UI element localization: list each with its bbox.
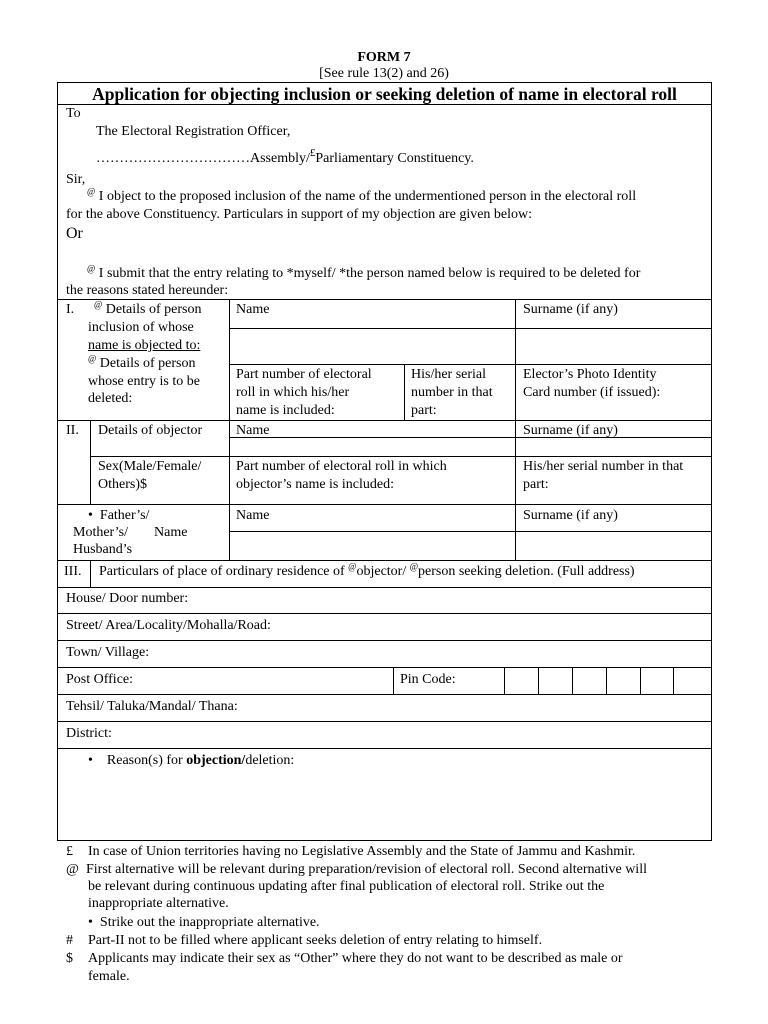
bullet-icon: • bbox=[88, 753, 107, 768]
footnote-at-symbol: @ bbox=[66, 862, 79, 877]
footnote-1: In case of Union territories having no Legislative Assembly and the State of Jammu and Kashmir. bbox=[88, 844, 636, 859]
section-1-label-2: inclusion of whose bbox=[88, 320, 194, 335]
s2-surname-field[interactable] bbox=[516, 438, 711, 455]
section-1-number: I. bbox=[66, 302, 75, 317]
pin-digit-box[interactable] bbox=[673, 668, 711, 695]
objection-line-1: @ I object to the proposed inclusion of the name of the undermentioned person in the electoral roll bbox=[87, 186, 637, 204]
rule-reference: [See rule 13(2) and 26) bbox=[319, 66, 449, 81]
reason-field[interactable] bbox=[60, 772, 710, 838]
pin-code-label: Pin Code: bbox=[400, 672, 456, 687]
footnote-pound-symbol: £ bbox=[66, 844, 73, 859]
section-3-number: III. bbox=[64, 564, 82, 579]
relative-label-3: Husband’s bbox=[73, 542, 133, 557]
section-2-label: Details of objector bbox=[98, 423, 203, 438]
section-3-label: Particulars of place of ordinary residence of @objector/ @person seeking deletion. (Full address) bbox=[99, 561, 635, 579]
s1-serial-label-1: His/her serial bbox=[411, 367, 487, 382]
relative-label-1: • Father’s/ bbox=[88, 508, 150, 523]
section-1-label-1: @ Details of person bbox=[94, 299, 202, 317]
district-label: District: bbox=[66, 726, 112, 741]
or-label: Or bbox=[66, 225, 83, 242]
to-label: To bbox=[66, 106, 81, 121]
constituency-line: ……………………………Assembly/£Parliamentary Constituency. bbox=[96, 147, 474, 166]
objection-line-2: for the above Constituency. Particulars in support of my objection are given below: bbox=[66, 207, 533, 222]
relative-surname-field[interactable] bbox=[516, 532, 711, 559]
bullet-icon: • bbox=[88, 915, 100, 930]
pin-digit-box[interactable] bbox=[640, 668, 674, 695]
section-1-label-5: whose entry is to be bbox=[88, 374, 200, 389]
relative-label-2: Mother’s/ bbox=[73, 525, 128, 540]
footnote-3: • Strike out the inappropriate alternative. bbox=[88, 915, 320, 930]
s1-epic-label-2: Card number (if issued): bbox=[523, 385, 661, 400]
footnote-hash-symbol: # bbox=[66, 933, 73, 948]
s2-serial-label-2: part: bbox=[523, 477, 549, 492]
footnote-2-line-3: inappropriate alternative. bbox=[88, 896, 229, 911]
form-number: FORM 7 bbox=[357, 50, 411, 65]
s2-part-label-1: Part number of electoral roll in which bbox=[236, 459, 447, 474]
relative-surname-col: Surname (if any) bbox=[523, 508, 618, 523]
section-1-label-3: name is objected to: bbox=[88, 338, 201, 353]
pin-digit-box[interactable] bbox=[606, 668, 640, 695]
footnote-2-line-1: First alternative will be relevant during preparation/revision of electoral roll. Second alternative will bbox=[86, 862, 647, 877]
footnote-dollar-symbol: $ bbox=[66, 951, 73, 966]
reason-label: • Reason(s) for objection/deletion: bbox=[88, 753, 295, 768]
s1-part-label-1: Part number of electoral bbox=[236, 367, 372, 382]
section-2-number: II. bbox=[66, 423, 79, 438]
form-title: Application for objecting inclusion or seeking deletion of name in electoral roll bbox=[92, 84, 677, 104]
sir-label: Sir, bbox=[66, 172, 86, 187]
tehsil-label: Tehsil/ Taluka/Mandal/ Thana: bbox=[66, 699, 238, 714]
section-1-label-6: deleted: bbox=[88, 391, 133, 406]
officer-line: The Electoral Registration Officer, bbox=[96, 124, 291, 139]
street-label: Street/ Area/Locality/Mohalla/Road: bbox=[66, 618, 271, 633]
s1-name-field[interactable] bbox=[230, 329, 514, 363]
footnote-5-line-1: Applicants may indicate their sex as “Other” where they do not want to be described as male or bbox=[88, 951, 623, 966]
s2-serial-label-1: His/her serial number in that bbox=[523, 459, 684, 474]
pin-digit-box[interactable] bbox=[538, 668, 572, 695]
footnote-4: Part-II not to be filled where applicant seeks deletion of entry relating to himself. bbox=[88, 933, 543, 948]
s2-sex-label-2: Others)$ bbox=[98, 477, 147, 492]
town-label: Town/ Village: bbox=[66, 645, 150, 660]
s1-surname-field[interactable] bbox=[516, 329, 711, 363]
s2-sex-label-1: Sex(Male/Female/ bbox=[98, 459, 202, 474]
s2-part-label-2: objector’s name is included: bbox=[236, 477, 394, 492]
s1-surname-label: Surname (if any) bbox=[523, 302, 618, 317]
s1-part-label-3: name is included: bbox=[236, 403, 335, 418]
s1-serial-label-3: part: bbox=[411, 403, 437, 418]
s2-surname-label: Surname (if any) bbox=[523, 423, 618, 438]
pin-digit-box[interactable] bbox=[572, 668, 606, 695]
relative-name-col: Name bbox=[236, 508, 270, 523]
relative-name-field[interactable] bbox=[230, 532, 514, 559]
s1-part-label-2: roll in which his/her bbox=[236, 385, 350, 400]
post-office-label: Post Office: bbox=[66, 672, 134, 687]
relative-name-label: Name bbox=[154, 525, 188, 540]
s1-serial-label-2: number in that bbox=[411, 385, 493, 400]
deletion-line-2: the reasons stated hereunder: bbox=[66, 283, 229, 298]
s1-name-label: Name bbox=[236, 302, 270, 317]
footnote-2-line-2: be relevant during continuous updating after final publication of electoral roll. Strike out the bbox=[88, 879, 605, 894]
s1-epic-label-1: Elector’s Photo Identity bbox=[523, 367, 657, 382]
section-1-label-4: @ Details of person bbox=[88, 353, 196, 371]
s2-name-label: Name bbox=[236, 423, 270, 438]
deletion-line-1: @ I submit that the entry relating to *myself/ *the person named below is required to be deleted for bbox=[87, 263, 641, 281]
footnote-5-line-2: female. bbox=[88, 969, 130, 984]
bullet-icon: • bbox=[88, 508, 100, 523]
s2-name-field[interactable] bbox=[230, 438, 514, 455]
house-label: House/ Door number: bbox=[66, 591, 189, 606]
pin-digit-box[interactable] bbox=[504, 668, 538, 695]
